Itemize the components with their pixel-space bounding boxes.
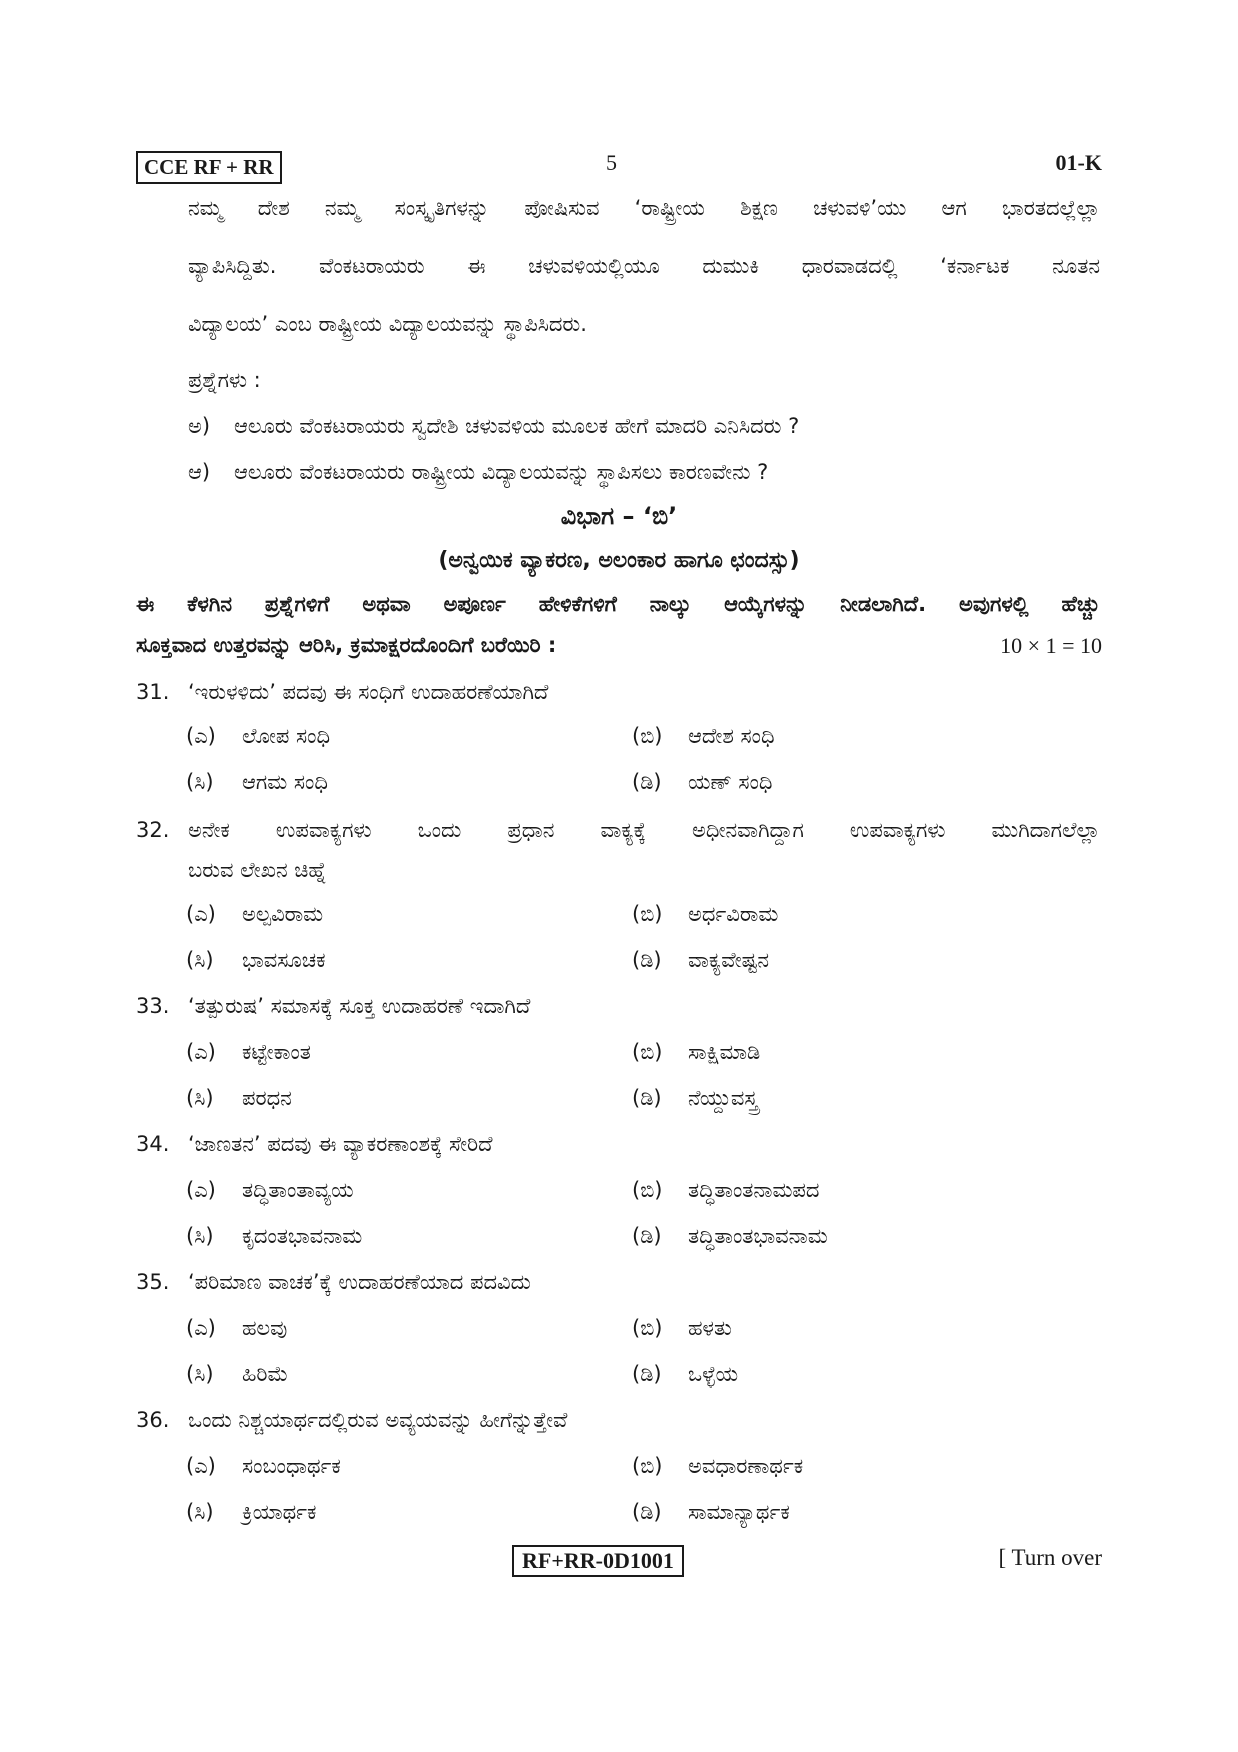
option-text: ಆದೇಶ ಸಂಧಿ [688, 724, 775, 748]
q36-option-b [632, 1454, 803, 1479]
option-marker: (ಎ) [186, 902, 216, 926]
q31-option-b [632, 724, 775, 749]
question-marker: ಆ) [188, 460, 211, 484]
footer-code-box: RF+RR-0D1001 [512, 1545, 684, 1577]
option-text: ಆಗಮ ಸಂಧಿ [242, 770, 328, 794]
turn-over-label: [ Turn over [998, 1545, 1102, 1570]
q34-option-c [186, 1224, 362, 1249]
question-text: ಆಲೂರು ವೆಂಕಟರಾಯರು ಸ್ವದೇಶಿ ಚಳುವಳಿಯ ಮೂಲಕ ಹೇಗೆ ಮಾದರಿ ಎನಿಸಿದರು ? [234, 414, 800, 438]
question-35-stem [136, 1270, 531, 1295]
q33-option-a [186, 1040, 311, 1065]
option-text: ಯಣ್ ಸಂಧಿ [688, 770, 773, 794]
option-marker: (ಬಿ) [632, 1040, 663, 1064]
option-marker: (ಬಿ) [632, 1316, 663, 1340]
option-text: ತದ್ಧಿತಾಂತನಾಮಪದ [688, 1178, 820, 1202]
q32-option-a [186, 902, 323, 927]
q32-option-d [632, 948, 769, 973]
section-title: ವಿಭಾಗ – ‘ಬಿ’ [560, 502, 678, 530]
question-number: 32. [136, 818, 170, 842]
question-text: ಆಲೂರು ವೆಂಕಟರಾಯರು ರಾಷ್ಟ್ರೀಯ ವಿದ್ಯಾಲಯವನ್ನು ಸ್ಥಾಪಿಸಲು ಕಾರಣವೇನು ? [234, 460, 769, 484]
option-marker: (ಬಿ) [632, 1454, 663, 1478]
option-marker: (ಎ) [186, 1040, 216, 1064]
q34-option-a [186, 1178, 354, 1203]
q34-option-d [632, 1224, 828, 1249]
instruction-line-2: ಸೂಕ್ತವಾದ ಉತ್ತರವನ್ನು ಆರಿಸಿ, ಕ್ರಮಾಕ್ಷರದೊಂದಿಗೆ ಬರೆಯಿರಿ : [136, 633, 557, 657]
option-text: ಸಾಮಾನ್ಯಾರ್ಥಕ [688, 1500, 790, 1524]
option-text: ಅಲ್ಪವಿರಾಮ [242, 902, 324, 926]
passage-line-3: ವಿದ್ಯಾಲಯ’ ಎಂಬ ರಾಷ್ಟ್ರೀಯ ವಿದ್ಯಾಲಯವನ್ನು ಸ್ಥಾಪಿಸಿದರು. [188, 312, 587, 336]
option-text: ಕಟ್ಟೇಕಾಂತ [242, 1040, 311, 1064]
option-text: ಅವಧಾರಣಾರ್ಥಕ [688, 1454, 804, 1478]
option-marker: (ಡಿ) [632, 1500, 662, 1524]
option-text: ತದ್ಧಿತಾಂತಾವ್ಯಯ [242, 1178, 354, 1202]
option-marker: (ಸಿ) [186, 770, 214, 794]
questions-label: ಪ್ರಶ್ನೆಗಳು : [188, 368, 261, 392]
option-marker: (ಸಿ) [186, 1500, 214, 1524]
passage-line-1: ನಮ್ಮ ದೇಶ ನಮ್ಮ ಸಂಸ್ಕೃತಿಗಳನ್ನು ಪೋಷಿಸುವ ‘ರಾಷ್ಟ್ರೀಯ ಶಿಕ್ಷಣ ಚಳುವಳಿ’ಯು ಆಗ ಭಾರತದಲ್ಲೆಲ್ಲಾ [188, 196, 1100, 220]
option-marker: (ಡಿ) [632, 1086, 662, 1110]
question-number: 34. [136, 1132, 170, 1156]
q36-option-c [186, 1500, 317, 1525]
question-text: ಒಂದು ನಿಶ್ಚಯಾರ್ಥದಲ್ಲಿರುವ ಅವ್ಯಯವನ್ನು ಹೀಗೆನ್ನುತ್ತೇವೆ [188, 1408, 568, 1432]
option-text: ಹಲವು [242, 1316, 288, 1340]
q31-option-c [186, 770, 328, 795]
option-text: ಹಳತು [688, 1316, 732, 1340]
q32-option-b [632, 902, 778, 927]
question-text: ಅನೇಕ ಉಪವಾಕ್ಯಗಳು ಒಂದು ಪ್ರಧಾನ ವಾಕ್ಯಕ್ಕೆ ಅಧೀನವಾಗಿದ್ದಾಗ ಉಪವಾಕ್ಯಗಳು ಮುಗಿದಾಗಲೆಲ್ಲಾ [188, 818, 1100, 842]
option-marker: (ಸಿ) [186, 948, 214, 972]
option-marker: (ಎ) [186, 1178, 216, 1202]
option-marker: (ಎ) [186, 724, 216, 748]
q36-option-a [186, 1454, 341, 1479]
option-marker: (ಸಿ) [186, 1224, 214, 1248]
option-text: ಕೃದಂತಭಾವನಾಮ [242, 1224, 363, 1248]
question-number: 35. [136, 1270, 170, 1294]
q31-option-a [186, 724, 330, 749]
option-marker: (ಎ) [186, 1316, 216, 1340]
option-marker: (ಬಿ) [632, 724, 663, 748]
instruction-line-1: ಈ ಕೆಳಗಿನ ಪ್ರಶ್ನೆಗಳಿಗೆ ಅಥವಾ ಅಪೂರ್ಣ ಹೇಳಿಕೆಗಳಿಗೆ ನಾಲ್ಕು ಆಯ್ಕೆಗಳನ್ನು ನೀಡಲಾಗಿದೆ. ಅವುಗಳಲ್ಲಿ ಹೆಚ್ಚು [136, 592, 1100, 616]
passage-question-1 [188, 414, 799, 439]
q31-option-d [632, 770, 772, 795]
option-marker: (ಡಿ) [632, 770, 662, 794]
option-marker: (ಸಿ) [186, 1362, 214, 1386]
option-text: ಅರ್ಧವಿರಾಮ [688, 902, 779, 926]
question-32-stem-cont: ಬರುವ ಲೇಖನ ಚಿಹ್ನೆ [188, 858, 327, 882]
q32-option-c [186, 948, 326, 973]
q33-option-c [186, 1086, 292, 1111]
question-number: 31. [136, 680, 170, 704]
question-33-stem [136, 994, 530, 1019]
option-marker: (ಡಿ) [632, 1224, 662, 1248]
option-text: ವಾಕ್ಯವೇಷ್ಟನ [688, 948, 770, 972]
question-32-stem [136, 818, 1100, 843]
q35-option-a [186, 1316, 287, 1341]
question-text: ‘ಪರಿಮಾಣ ವಾಚಕ’ಕ್ಕೆ ಉದಾಹರಣೆಯಾದ ಪದವಿದು [188, 1270, 531, 1294]
option-text: ಒಳ್ಳೆಯ [688, 1362, 739, 1386]
option-text: ಹಿರಿಮೆ [242, 1362, 289, 1386]
question-34-stem [136, 1132, 492, 1157]
q34-option-b [632, 1178, 819, 1203]
option-marker: (ಡಿ) [632, 948, 662, 972]
q35-option-c [186, 1362, 288, 1387]
option-marker: (ಡಿ) [632, 1362, 662, 1386]
passage-line-2: ವ್ಯಾಪಿಸಿದ್ದಿತು. ವೆಂಕಟರಾಯರು ಈ ಚಳುವಳಿಯಲ್ಲಿಯೂ ದುಮುಕಿ ಧಾರವಾಡದಲ್ಲಿ ‘ಕರ್ನಾಟಕ ನೂತನ [188, 254, 1100, 278]
option-text: ಭಾವಸೂಚಕ [242, 948, 326, 972]
option-marker: (ಬಿ) [632, 1178, 663, 1202]
q36-option-d [632, 1500, 790, 1525]
option-text: ಸಂಬಂಧಾರ್ಥಕ [242, 1454, 341, 1478]
exam-code-box: CCE RF + RR [136, 151, 282, 184]
question-36-stem [136, 1408, 567, 1433]
question-31-stem [136, 680, 548, 705]
question-text: ‘ಇರುಳಳಿದು’ ಪದವು ಈ ಸಂಧಿಗೆ ಉದಾಹರಣೆಯಾಗಿದೆ [188, 680, 549, 704]
option-marker: (ಬಿ) [632, 902, 663, 926]
option-text: ಪರಧನ [242, 1086, 292, 1110]
q33-option-b [632, 1040, 760, 1065]
question-number: 33. [136, 994, 170, 1018]
page-number: 5 [606, 150, 617, 175]
section-subtitle: (ಅನ್ವಯಿಕ ವ್ಯಾಕರಣ, ಅಲಂಕಾರ ಹಾಗೂ ಛಂದಸ್ಸು) [438, 548, 800, 573]
section-marks: 10 × 1 = 10 [1000, 633, 1102, 658]
option-text: ಕ್ರಿಯಾರ್ಥಕ [242, 1500, 317, 1524]
option-marker: (ಎ) [186, 1454, 216, 1478]
q35-option-b [632, 1316, 732, 1341]
option-text: ಲೋಪ ಸಂಧಿ [242, 724, 331, 748]
question-text: ‘ತತ್ಪುರುಷ’ ಸಮಾಸಕ್ಕೆ ಸೂಕ್ತ ಉದಾಹರಣೆ ಇದಾಗಿದೆ [188, 994, 531, 1018]
question-marker: ಅ) [188, 414, 211, 438]
q33-option-d [632, 1086, 758, 1111]
option-text: ಸಾಕ್ಷಿಮಾಡಿ [688, 1040, 761, 1064]
option-marker: (ಸಿ) [186, 1086, 214, 1110]
question-text: ‘ಜಾಣತನ’ ಪದವು ಈ ವ್ಯಾಕರಣಾಂಶಕ್ಕೆ ಸೇರಿದೆ [188, 1132, 493, 1156]
subject-code: 01-K [1055, 150, 1102, 175]
question-number: 36. [136, 1408, 170, 1432]
q35-option-d [632, 1362, 738, 1387]
passage-question-2 [188, 460, 768, 485]
option-text: ನೆಯ್ದುವಸ್ತ್ರ [688, 1086, 758, 1110]
option-text: ತದ್ಧಿತಾಂತಭಾವನಾಮ [688, 1224, 828, 1248]
